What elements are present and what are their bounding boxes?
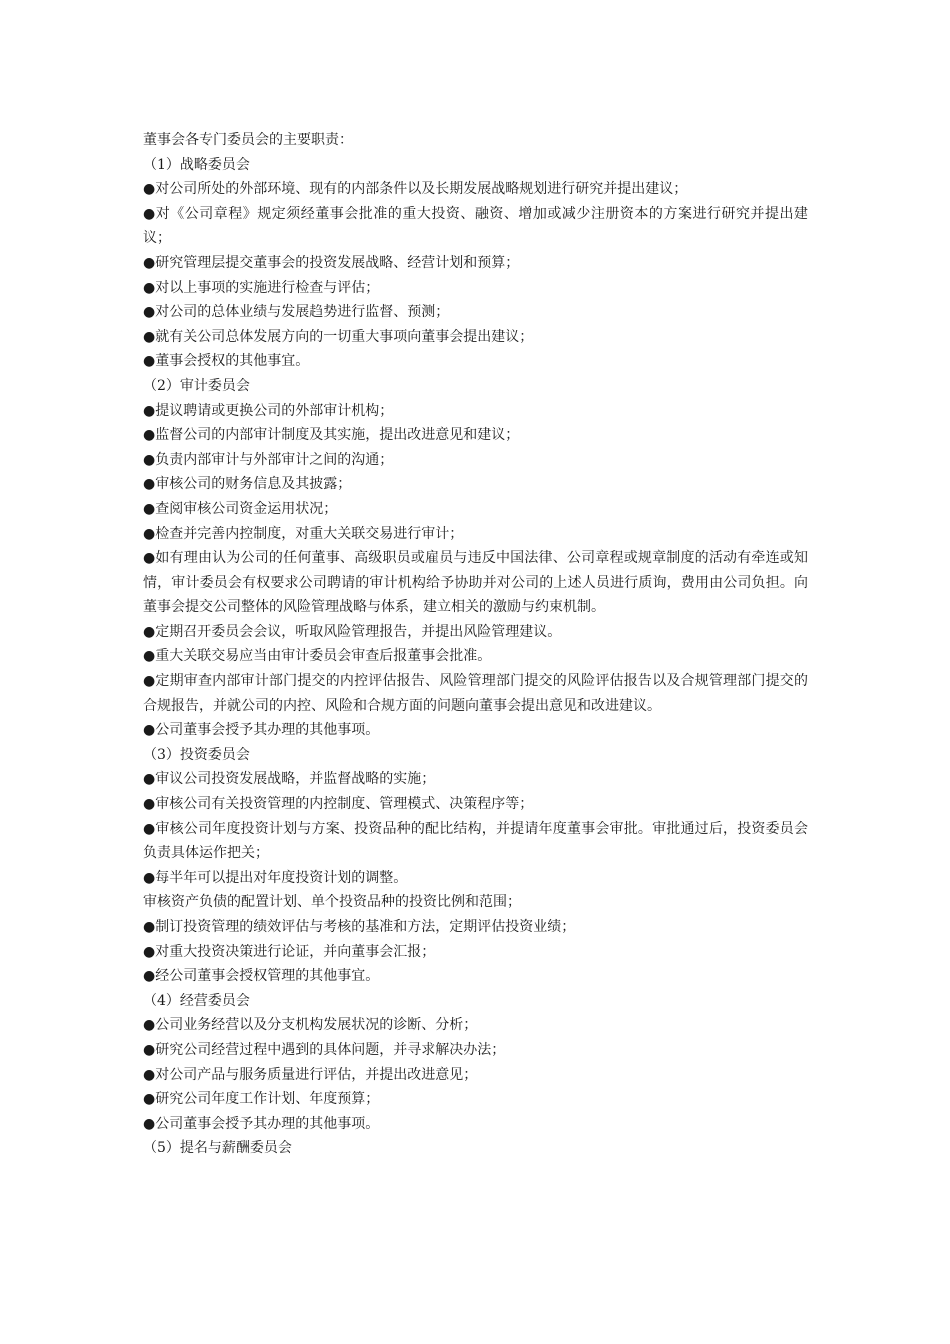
bullet-item: ●制订投资管理的绩效评估与考核的基准和方法，定期评估投资业绩； [143,919,576,935]
bullet-item: ●审核公司年度投资计划与方案、投资品种的配比结构，并提请年度董事会审批。审批通过后，投资委员会负责具体运作把关； [143,820,808,862]
bullet-item: ●监督公司的内部审计制度及其实施，提出改进意见和建议； [143,427,520,444]
bullet-item: ●就有关公司总体发展方向的一切重大事项向董事会提出建议； [143,328,534,345]
bullet-item: ●公司业务经营以及分支机构发展状况的诊断、分析； [143,1017,478,1034]
bullet-item: ●负责内部审计与外部审计之间的沟通； [143,451,394,468]
bullet-item: ●对重大投资决策进行论证，并向董事会汇报； [143,943,436,960]
document-page [143,128,808,1161]
bullet-item: ●研究公司经营过程中遇到的具体问题，并寻求解决办法； [143,1041,506,1058]
section-heading: （4）经营委员会 [143,992,250,1009]
bullet-item: ●研究管理层提交董事会的投资发展战略、经营计划和预算； [143,254,520,271]
bullet-item: ●公司董事会授予其办理的其他事项。 [143,722,380,739]
bullet-item: ●审核公司有关投资管理的内控制度、管理模式、决策程序等； [143,796,534,813]
bullet-item: ●经公司董事会授权管理的其他事宜。 [143,968,380,985]
bullet-item: ●提议聘请或更换公司的外部审计机构； [143,402,394,419]
section-heading: （1）战略委员会 [143,156,250,173]
bullet-item: ●研究公司年度工作计划、年度预算； [143,1091,380,1108]
bullet-item: ●对公司所处的外部环境、现有的内部条件以及长期发展战略规划进行研究并提出建议； [143,181,688,198]
bullet-item: ●查阅审核公司资金运用状况； [143,500,338,517]
bullet-item: ●公司董事会授予其办理的其他事项。 [143,1115,380,1132]
section-heading: （5）提名与薪酬委员会 [143,1140,292,1157]
bullet-item: ●审核公司的财务信息及其披露； [143,476,352,493]
paragraph: 审核资产负债的配置计划、单个投资品种的投资比例和范围； [143,894,521,911]
section-heading: （3）投资委员会 [143,746,250,763]
bullet-item: ●如有理由认为公司的任何董事、高级职员或雇员与违反中国法律、公司章程或规章制度的活动有牵连或知情，审计委员会有权要求公司聘请的审计机构给予协助并对公司的上述人员进行质询，费用由公司负担。向董事会提交公司整体的风险管理战略与体系，建立相关的激励与约束机制。 [143,550,808,616]
bullet-item: ●对《公司章程》规定须经董事会批准的重大投资、融资、增加或减少注册资本的方案进行研究并提出建议； [143,205,808,247]
section-heading: （2）审计委员会 [143,377,250,394]
bullet-item: ●对以上事项的实施进行检查与评估； [143,279,380,296]
bullet-item: ●检查并完善内控制度，对重大关联交易进行审计； [143,525,464,542]
bullet-item: ●对公司的总体业绩与发展趋势进行监督、预测； [143,304,450,321]
bullet-item: ●每半年可以提出对年度投资计划的调整。 [143,869,408,886]
bullet-item: ●审议公司投资发展战略，并监督战略的实施； [143,771,436,788]
bullet-item: ●董事会授权的其他事宜。 [143,353,310,370]
document-body [143,153,808,1161]
bullet-item: ●定期召开委员会会议，听取风险管理报告，并提出风险管理建议。 [143,623,562,640]
bullet-item: ●定期审查内部审计部门提交的内控评估报告、风险管理部门提交的风险评估报告以及合规管理部门提交的合规报告，并就公司的内控、风险和合规方面的问题向董事会提出意见和改进建议。 [143,673,808,714]
bullet-item: ●重大关联交易应当由审计委员会审查后报董事会批准。 [143,648,492,665]
bullet-item: ●对公司产品与服务质量进行评估，并提出改进意见； [143,1066,478,1083]
document-intro: 董事会各专门委员会的主要职责： [143,132,353,148]
